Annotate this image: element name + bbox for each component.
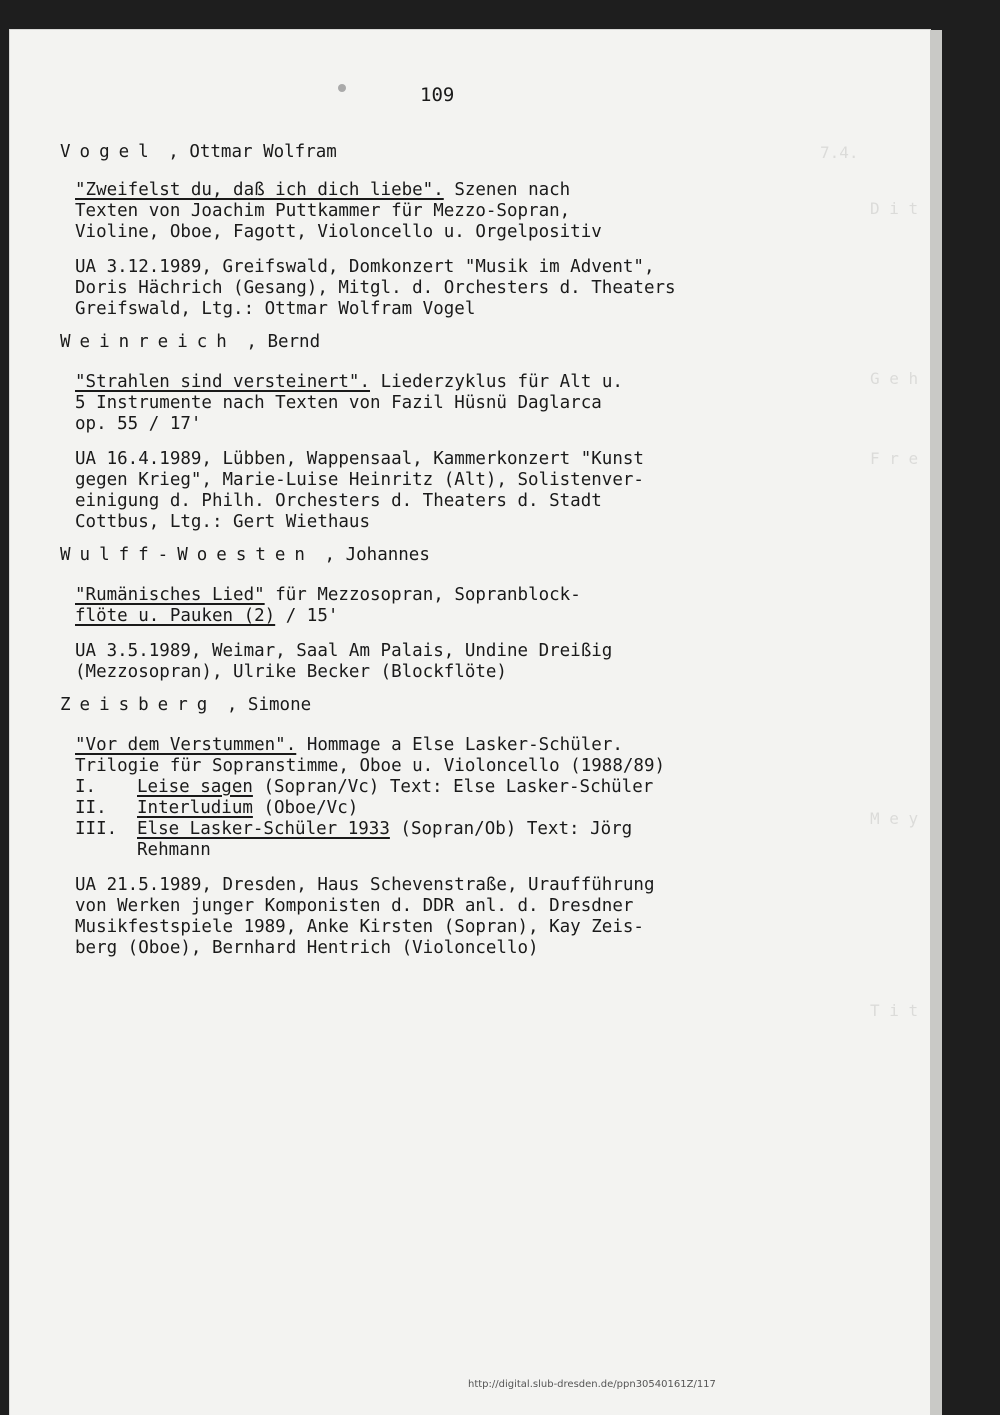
composer-surname: Zeisberg — [60, 695, 217, 715]
work-description: 5 Instrumente nach Texten von Fazil Hüsnü Daglarca — [75, 393, 602, 413]
premiere-info — [75, 449, 795, 533]
premiere-line: Doris Hächrich (Gesang), Mitgl. d. Orchesters d. Theaters — [75, 278, 676, 298]
composer-surname: Weinreich — [60, 332, 236, 352]
page-number: 109 — [420, 84, 455, 106]
premiere-line: UA 3.5.1989, Weimar, Saal Am Palais, Undine Dreißig — [75, 641, 613, 661]
work-title: "Zweifelst du, daß ich dich liebe". — [75, 180, 444, 200]
premiere-info — [75, 641, 795, 683]
bleed-through: 7.4. — [820, 143, 859, 162]
work-description: Violine, Oboe, Fagott, Violoncello u. Orgelpositiv — [75, 222, 602, 242]
composer-surname: Wulff-Woesten — [60, 545, 314, 565]
premiere-line: gegen Krieg", Marie-Luise Heinritz (Alt), Solistenver- — [75, 470, 644, 490]
movement-details-continued: Rehmann — [137, 840, 211, 860]
premiere-info — [75, 257, 795, 320]
composer-entry — [60, 545, 860, 566]
work-title: "Rumänisches Lied" — [75, 585, 265, 605]
work-description: Hommage a Else Lasker-Schüler. — [306, 735, 623, 755]
work-title-continued: flöte u. Pauken (2) — [75, 606, 276, 626]
movement-title: Interludium — [137, 798, 253, 818]
premiere-line: Cottbus, Ltg.: Gert Wiethaus — [75, 512, 371, 532]
bleed-through: D i t — [870, 199, 919, 218]
work-description: Trilogie für Sopranstimme, Oboe u. Violoncello (1988/89) — [75, 756, 666, 776]
composer-name: Weinreich , Bernd — [60, 332, 321, 352]
premiere-line: UA 21.5.1989, Dresden, Haus Schevenstraße, Uraufführung — [75, 875, 655, 895]
movement-item — [75, 798, 795, 819]
movement-title: Else Lasker-Schüler 1933 — [137, 819, 390, 839]
premiere-line: UA 16.4.1989, Lübben, Wappensaal, Kammerkonzert "Kunst — [75, 449, 644, 469]
premiere-line: UA 3.12.1989, Greifswald, Domkonzert "Musik im Advent", — [75, 257, 655, 277]
movement-details: (Oboe/Vc) — [263, 798, 359, 818]
work-block — [75, 585, 795, 683]
work-description: / 15' — [285, 606, 339, 626]
movement-details: (Sopran/Vc) Text: Else Lasker-Schüler — [263, 777, 654, 797]
premiere-info — [75, 875, 795, 959]
work-block — [75, 180, 795, 320]
composer-entry — [60, 695, 860, 716]
work-description: Liederzyklus für Alt u. — [380, 372, 623, 392]
work-description: Szenen nach — [454, 180, 571, 200]
premiere-line: Greifswald, Ltg.: Ottmar Wolfram Vogel — [75, 299, 476, 319]
work-title: "Vor dem Verstummen". — [75, 735, 297, 755]
bleed-through: M e y — [870, 809, 919, 828]
premiere-line: einigung d. Philh. Orchesters d. Theaters d. Stadt — [75, 491, 602, 511]
movement-details: (Sopran/Ob) Text: Jörg — [400, 819, 633, 839]
composer-given-name: Bernd — [267, 332, 321, 352]
premiere-line: berg (Oboe), Bernhard Hentrich (Violoncello) — [75, 938, 539, 958]
movement-number: I. — [75, 777, 97, 797]
composer-name: Zeisberg , Simone — [60, 695, 312, 715]
composer-given-name: Johannes — [345, 545, 430, 565]
premiere-line: von Werken junger Komponisten d. DDR anl. d. Dresdner — [75, 896, 634, 916]
composer-given-name: Simone — [247, 695, 312, 715]
footer-url: http://digital.slub-dresden.de/ppn30540161Z/117 — [468, 1379, 716, 1390]
punch-mark — [338, 84, 346, 92]
composer-surname: Vogel — [60, 142, 158, 162]
movement-item — [75, 819, 795, 840]
premiere-line: (Mezzosopran), Ulrike Becker (Blockflöte) — [75, 662, 507, 682]
movement-number: II. — [75, 798, 107, 818]
composer-entry — [60, 142, 860, 163]
bleed-through: T i t — [870, 1001, 919, 1020]
movement-list — [75, 777, 795, 861]
composer-name: Wulff-Woesten , Johannes — [60, 545, 430, 565]
movement-title: Leise sagen — [137, 777, 253, 797]
movement-item — [75, 777, 795, 798]
premiere-line: Musikfestspiele 1989, Anke Kirsten (Sopran), Kay Zeis- — [75, 917, 644, 937]
work-block — [75, 735, 795, 959]
work-description: op. 55 / 17' — [75, 414, 202, 434]
composer-given-name: Ottmar Wolfram — [189, 142, 337, 162]
composer-entry — [60, 332, 860, 353]
bleed-through: G e h — [870, 369, 919, 388]
movement-number: III. — [75, 819, 118, 839]
work-block — [75, 372, 795, 533]
composer-name: Vogel , Ottmar Wolfram — [60, 142, 337, 162]
work-description: für Mezzosopran, Sopranblock- — [275, 585, 581, 605]
work-title: "Strahlen sind versteinert". — [75, 372, 371, 392]
bleed-through: F r e — [870, 449, 919, 468]
work-description: Texten von Joachim Puttkammer für Mezzo-Sopran, — [75, 201, 571, 221]
